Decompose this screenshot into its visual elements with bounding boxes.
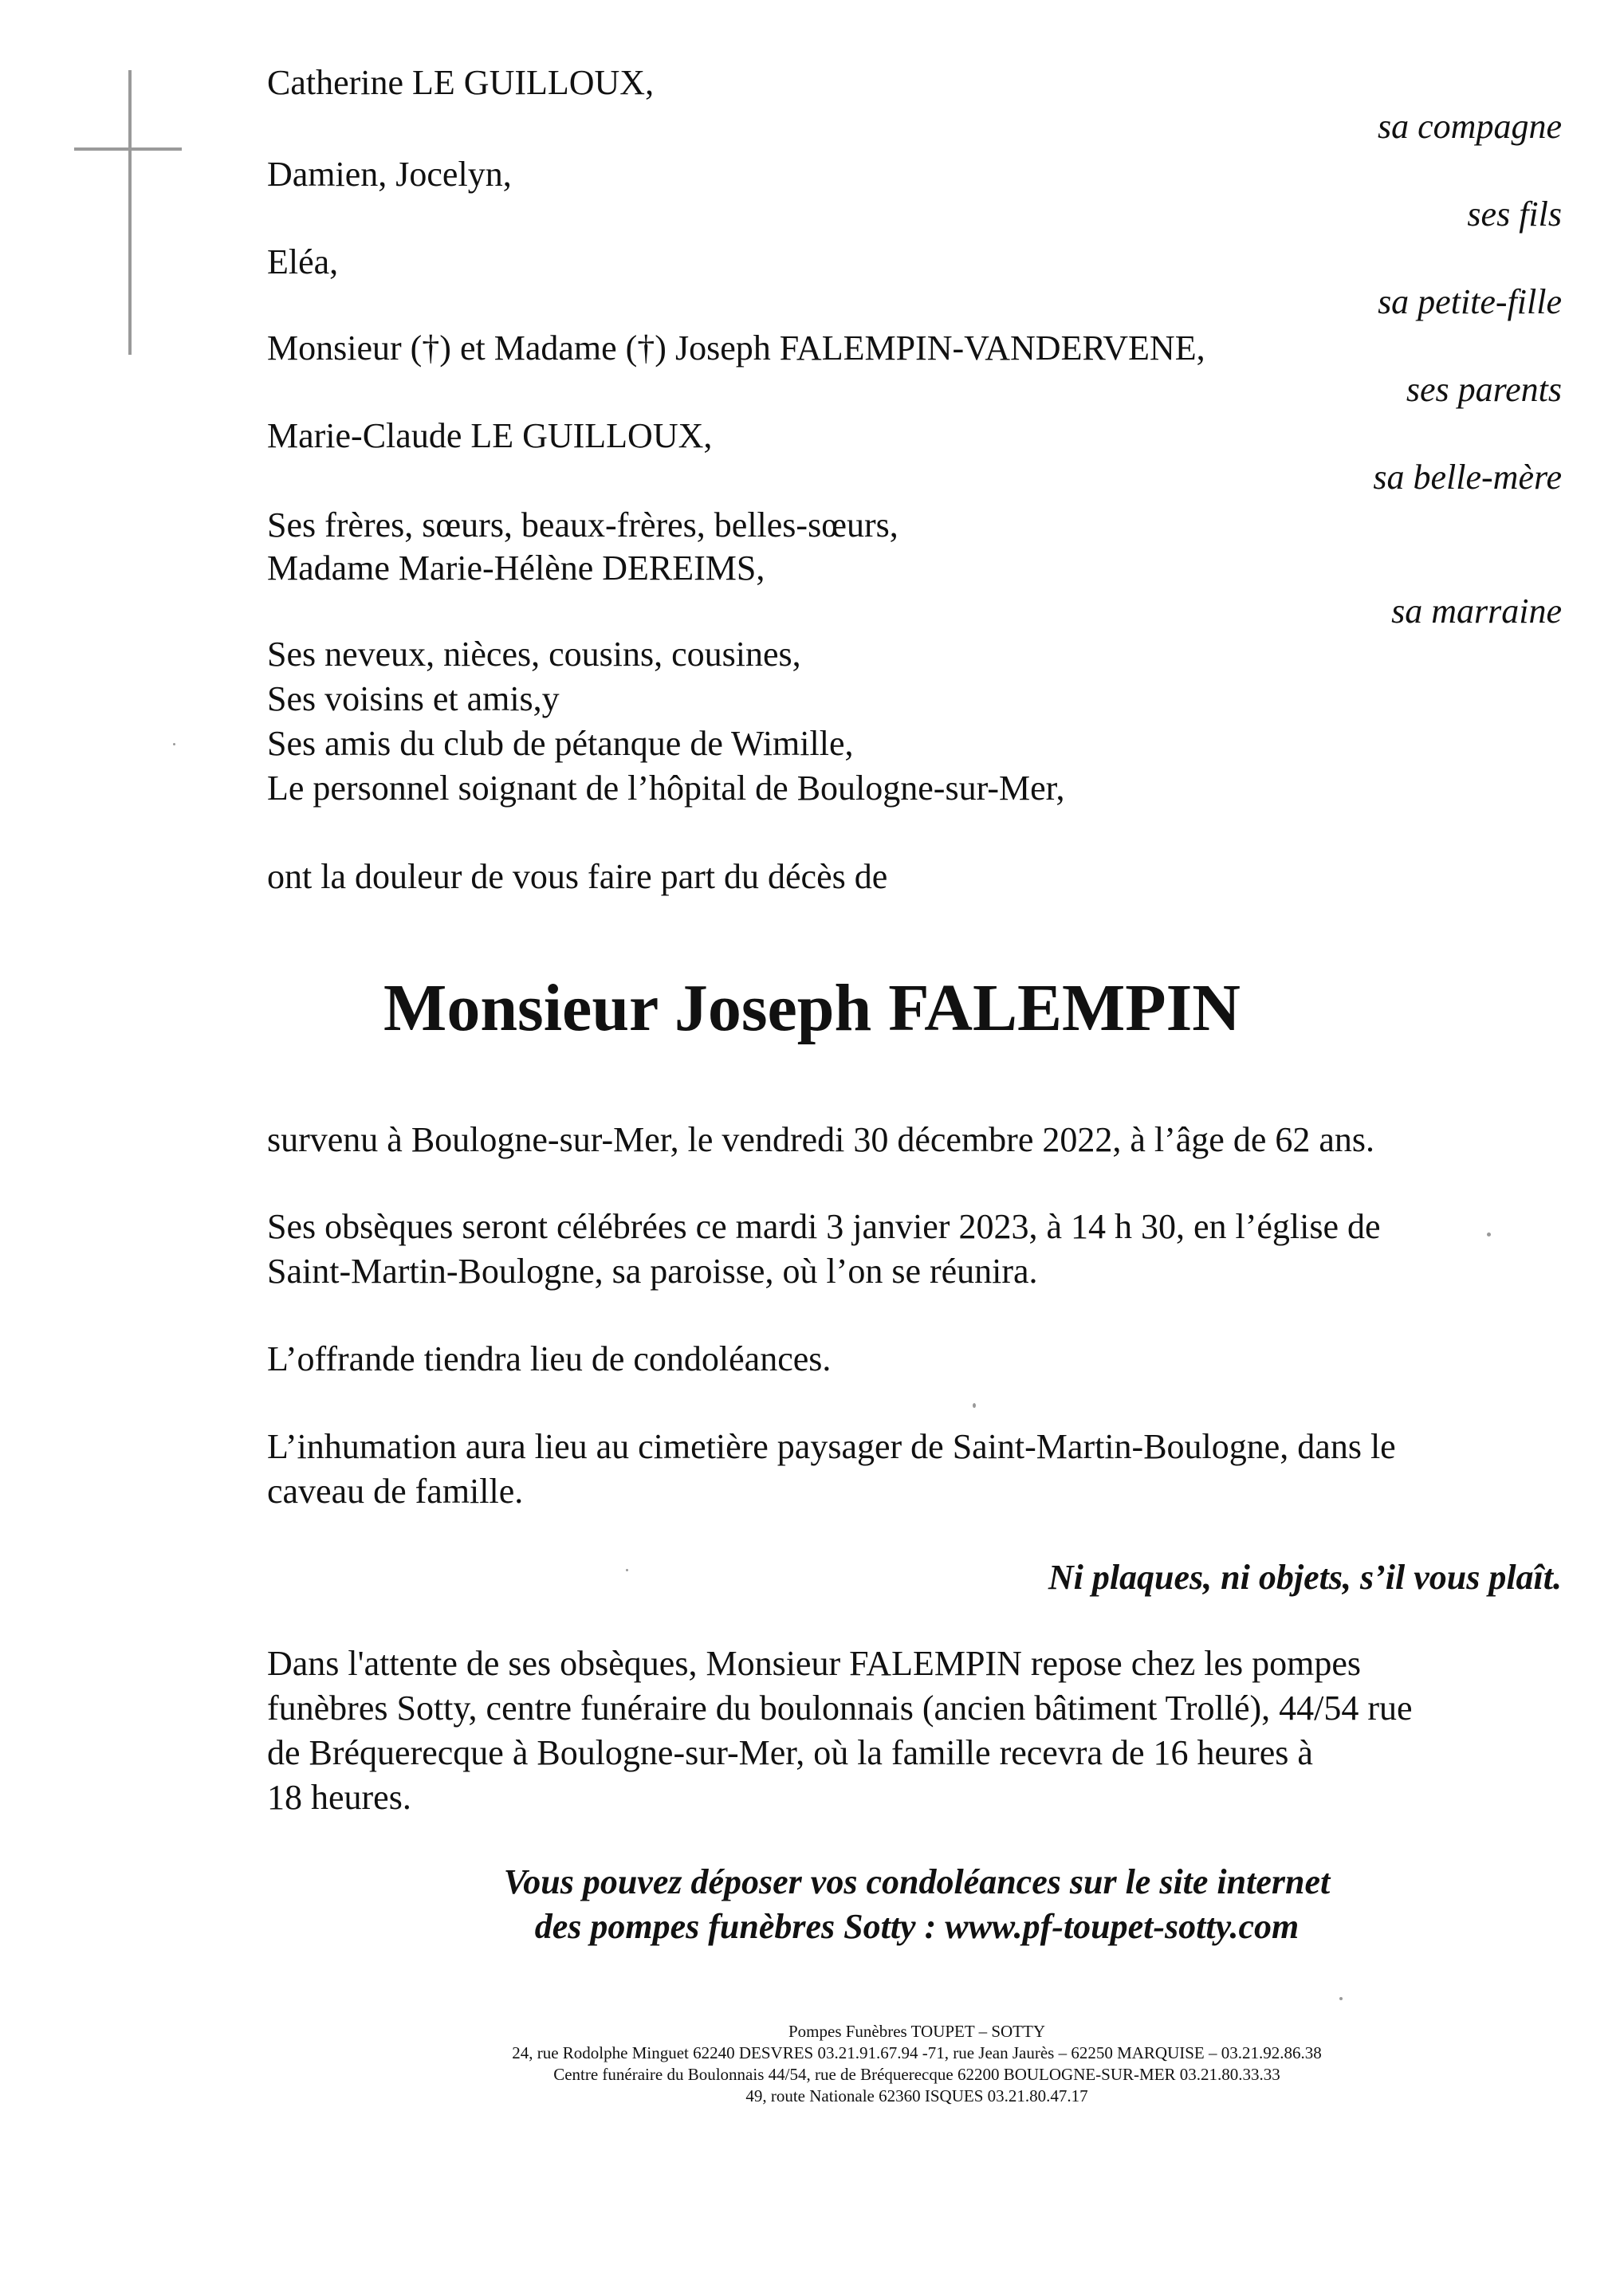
repose-line-3: de Bréquerecque à Boulogne-sur-Mer, où la famille recevra de 16 heures à [267,1733,1313,1772]
siblings-line: Ses frères, sœurs, beaux-frères, belles-sœurs, [267,505,899,545]
scan-speck [1487,1233,1491,1236]
petanque-club-line: Ses amis du club de pétanque de Wimille, [267,724,854,763]
relative-name-mother-in-law: Marie-Claude LE GUILLOUX, [267,416,713,455]
cross-horizontal-bar [74,147,182,151]
relative-name-granddaughter: Eléa, [267,242,339,281]
announcement-text: ont la douleur de vous faire part du décès de [267,857,888,896]
condolences-line-1: Vous pouvez déposer vos condoléances sur le site internet [503,1862,1331,1901]
relation-mother-in-law: sa belle-mère [1373,458,1562,497]
repose-line-1: Dans l'attente de ses obsèques, Monsieur FALEMPIN repose chez les pompes [267,1644,1362,1683]
burial-details-line-2: caveau de famille. [267,1472,524,1511]
footer-address-desvres-marquise: 24, rue Rodolphe Minguet 62240 DESVRES 03.21.91.67.94 -71, rue Jean Jaurès – 62250 MARQUISE – 03.21.92.86.38 [512,2043,1322,2062]
scan-speck [626,1569,628,1571]
funeral-details-line-2: Saint-Martin-Boulogne, sa paroisse, où l’on se réunira. [267,1252,1038,1291]
other-relatives-line: Ses neveux, nièces, cousins, cousines, [267,635,801,674]
deceased-name: Monsieur Joseph FALEMPIN [383,971,1241,1045]
godmother-name: Madame Marie-Hélène DEREIMS, [267,548,765,588]
neighbours-friends-line: Ses voisins et amis,y [267,679,560,718]
relation-companion: sa compagne [1378,107,1562,146]
footer-address-isques: 49, route Nationale 62360 ISQUES 03.21.80.47.17 [745,2086,1088,2105]
relation-sons: ses fils [1467,195,1562,234]
relative-name-companion: Catherine LE GUILLOUX, [267,63,655,102]
scan-speck [173,743,175,745]
condolences-line-2: des pompes funèbres Sotty : www.pf-toupet-sotty.com [534,1907,1300,1946]
relation-parents: ses parents [1406,370,1562,409]
repose-line-4: 18 heures. [267,1778,411,1817]
relative-name-parents: Monsieur (†) et Madame (†) Joseph FALEMPIN-VANDERVENE, [267,328,1205,368]
no-plaques-note: Ni plaques, ni objets, s’il vous plaît. [1048,1558,1562,1597]
scan-speck [1339,1997,1343,2000]
relative-name-sons: Damien, Jocelyn, [267,155,512,194]
funeral-details-line-1: Ses obsèques seront célébrées ce mardi 3 janvier 2023, à 14 h 30, en l’église de [267,1207,1381,1246]
footer-company-name: Pompes Funèbres TOUPET – SOTTY [788,2022,1045,2041]
relation-granddaughter: sa petite-fille [1378,282,1562,321]
burial-details-line-1: L’inhumation aura lieu au cimetière paysager de Saint-Martin-Boulogne, dans le [267,1427,1396,1466]
repose-line-2: funèbres Sotty, centre funéraire du boulonnais (ancien bâtiment Trollé), 44/54 rue [267,1689,1413,1728]
cross-vertical-bar [128,70,132,355]
scan-speck [973,1403,976,1408]
footer-address-boulogne: Centre funéraire du Boulonnais 44/54, rue de Bréquerecque 62200 BOULOGNE-SUR-MER 03.21.80.33.33 [553,2065,1280,2084]
offering-note: L’offrande tiendra lieu de condoléances. [267,1339,832,1378]
relation-godmother: sa marraine [1391,592,1562,631]
death-details: survenu à Boulogne-sur-Mer, le vendredi 30 décembre 2022, à l’âge de 62 ans. [267,1120,1375,1159]
hospital-staff-line: Le personnel soignant de l’hôpital de Boulogne-sur-Mer, [267,769,1065,808]
